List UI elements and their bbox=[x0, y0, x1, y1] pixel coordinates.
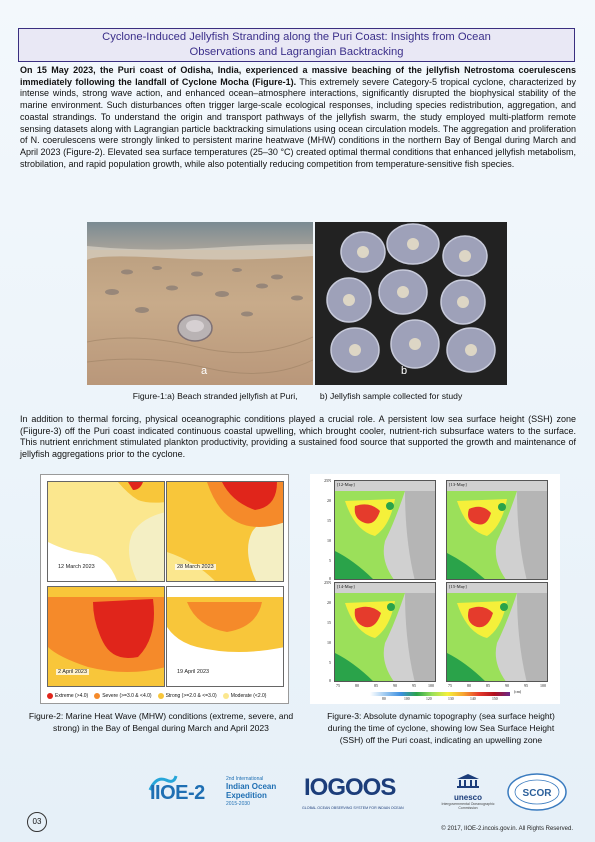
legend-label: Severe (>=3.0 & <4.0) bbox=[102, 693, 152, 699]
iioe2-logo bbox=[148, 770, 288, 814]
legend-swatch bbox=[223, 693, 229, 699]
y-tick: 5 bbox=[329, 660, 331, 665]
legend-swatch bbox=[158, 693, 164, 699]
iioe-logo-line: 2015-2030 bbox=[226, 801, 250, 807]
iogoos-logo-subtitle: GLOBAL OCEAN OBSERVING SYSTEM FOR INDIAN OCEAN bbox=[302, 806, 404, 810]
legend-swatch bbox=[94, 693, 100, 699]
x-tick: 95 bbox=[412, 683, 416, 688]
colorbar-tick: 100 bbox=[404, 697, 410, 701]
mhw-panel-date: 12 March 2023 bbox=[58, 564, 95, 570]
y-tick: 5 bbox=[329, 558, 331, 563]
y-tick: 25N bbox=[324, 580, 331, 585]
jellyfish-sample-photo bbox=[315, 222, 507, 385]
colorbar-tick: 120 bbox=[426, 697, 432, 701]
x-tick: 90 bbox=[393, 683, 397, 688]
x-tick: 95 bbox=[524, 683, 528, 688]
mhw-map-panel bbox=[47, 481, 165, 582]
mhw-map-panel bbox=[166, 586, 284, 687]
ssh-panel-date: [14-May] bbox=[337, 584, 355, 589]
mhw-panel-date: 28 March 2023 bbox=[177, 564, 214, 570]
legend-item bbox=[47, 693, 88, 699]
mhw-panel-date: 2 April 2023 bbox=[58, 669, 88, 675]
scor-emblem-icon bbox=[506, 772, 568, 812]
ssh-panel-date: [12-May] bbox=[337, 482, 355, 487]
scor-logo-text: SCOR bbox=[522, 788, 552, 799]
photo-label-a: a bbox=[201, 365, 208, 377]
page-number: 03 bbox=[27, 812, 47, 832]
mhw-map-panel bbox=[47, 586, 165, 687]
copyright-notice: © 2017, IIOE-2.incois.gov.in. All Rights Reserved. bbox=[441, 826, 573, 832]
ssh-colorbar bbox=[370, 692, 510, 696]
figure-1-caption-b: b) Jellyfish sample collected for study bbox=[319, 391, 463, 401]
ssh-panel-date: [13-May] bbox=[449, 482, 467, 487]
legend-label: Moderate (<2.0) bbox=[230, 693, 267, 699]
unesco-logo-subtitle: Intergovernmental Oceanographic Commission bbox=[441, 802, 495, 810]
colorbar-tick: 140 bbox=[470, 697, 476, 701]
unesco-temple-icon bbox=[456, 774, 480, 788]
x-tick: 100 bbox=[428, 683, 434, 688]
beach-jellyfish-photo bbox=[87, 222, 313, 385]
iioe-logo-line: 2nd International bbox=[226, 776, 264, 782]
iioe-logo-line: Indian Ocean bbox=[226, 782, 277, 791]
legend-item bbox=[94, 693, 151, 699]
y-tick: 25N bbox=[324, 478, 331, 483]
title-line-2: Observations and Lagrangian Backtracking bbox=[189, 46, 404, 58]
y-tick: 10 bbox=[327, 538, 331, 543]
x-tick: 85 bbox=[374, 683, 378, 688]
colorbar-tick: 130 bbox=[448, 697, 454, 701]
colorbar-tick: 150 bbox=[492, 697, 498, 701]
y-tick: 20 bbox=[327, 498, 331, 503]
iioe-logo-text: IIOE-2 bbox=[150, 782, 205, 804]
figure-1-caption bbox=[0, 391, 595, 401]
figure-3-caption: Figure-3: Absolute dynamic topography (sea surface height) during the time of cyclone, showing low Sea Surface Height (SSH) off the Puri coast, indicating an upwelling zone bbox=[327, 711, 555, 745]
oceanography-paragraph: In addition to thermal forcing, physical oceanographic conditions played a crucial role. A persistent low sea surface height (SSH) zone (Fiigure-3) off the Puri coast indicated continuous coastal upwelling, which brought cooler, nutrient-rich subsurface waters to the surface. This nutrient enrichment stimulated plankton productivity, providing a sustained food source that supported the growth and maintenance of jellyfish aggregations prior to the cyclone. bbox=[20, 414, 576, 460]
x-tick: 85 bbox=[486, 683, 490, 688]
intro-lead-sentence: On 15 May 2023, the Puri coast of Odisha, India, experienced a massive beaching of the jellyfish Netrostoma coerulescens immediately following the landfall of Cyclone Mocha (Figure-1). bbox=[20, 65, 576, 87]
ssh-map-panel bbox=[446, 480, 548, 580]
y-tick: 0 bbox=[329, 678, 331, 683]
x-tick: 90 bbox=[505, 683, 509, 688]
unesco-logo-text: unesco bbox=[453, 793, 482, 802]
intro-paragraph bbox=[20, 65, 576, 170]
x-tick: 80 bbox=[355, 683, 359, 688]
figure-1-caption-a: Figure-1:a) Beach stranded jellyfish at Puri, bbox=[132, 391, 298, 401]
iioe-logo-line: Expedition bbox=[226, 791, 267, 800]
intro-body-text: This extremely severe Category-5 tropical cyclone, characterized by intense winds, strong wave action, and enhanced ocean–atmosphere interactions, significantly disrupted the biophysical stability of the marine environment. Such disturbances often trigger large-scale ecological responses, including species redistribution, aggregation, and coastal strandings. To understand the origin and transport pathways of the jellyfish swarm, the study employed multi-platform remote sensing datasets along with Lagrangian particle backtracking simulations using ocean circulation models. The aggregation and proliferation of N. coerulescens were strongly linked to persistent marine heatwave (MHW) conditions in the northern Bay of Bengal during March and April 2023 (Figure-2). Elevated sea surface temperatures (25–30 °C) created optimal thermal conditions that enhanced jellyfish metabolism, strobilation, and rapid population growth, while also potentially reducing competition from temperature-sensitive fish species. bbox=[20, 76, 576, 169]
x-tick: 80 bbox=[467, 683, 471, 688]
mhw-panel-date: 19 April 2023 bbox=[177, 669, 210, 675]
ssh-panel-date: [15-May] bbox=[449, 584, 467, 589]
legend-label: Strong (>=2.0 & <=3.0) bbox=[165, 693, 217, 699]
photo-label-b: b bbox=[401, 365, 408, 377]
y-tick: 10 bbox=[327, 640, 331, 645]
legend-label: Extreme (>4.0) bbox=[55, 693, 89, 699]
ssh-map-panel bbox=[334, 582, 436, 682]
y-tick: 0 bbox=[329, 576, 331, 581]
title-line-1: Cyclone-Induced Jellyfish Stranding along the Puri Coast: Insights from Ocean bbox=[102, 31, 491, 43]
y-tick: 15 bbox=[327, 620, 331, 625]
colorbar-tick: 80 bbox=[382, 697, 386, 701]
iogoos-logo bbox=[300, 774, 412, 814]
ssh-map-panel bbox=[334, 480, 436, 580]
mhw-figure bbox=[40, 474, 289, 704]
legend-swatch bbox=[47, 693, 53, 699]
mhw-legend bbox=[47, 691, 284, 701]
y-tick: 15 bbox=[327, 518, 331, 523]
partner-logos bbox=[0, 768, 595, 818]
x-tick: 75 bbox=[336, 683, 340, 688]
y-tick: 20 bbox=[327, 600, 331, 605]
article-title bbox=[18, 28, 575, 62]
ssh-figure bbox=[310, 474, 560, 704]
legend-item bbox=[223, 693, 267, 699]
figure-2-caption: Figure-2: Marine Heat Wave (MHW) conditions (extreme, severe, and strong) in the Bay of Bengal during March and April 2023 bbox=[28, 711, 294, 733]
colorbar-unit: (cm) bbox=[514, 690, 522, 694]
mhw-map-panel bbox=[166, 481, 284, 582]
legend-item bbox=[158, 693, 217, 699]
scor-logo bbox=[506, 772, 568, 812]
iogoos-logo-text: IOGOOS bbox=[304, 774, 396, 801]
x-tick: 100 bbox=[540, 683, 546, 688]
unesco-logo bbox=[440, 774, 496, 814]
ssh-map-panel bbox=[446, 582, 548, 682]
x-tick: 75 bbox=[448, 683, 452, 688]
